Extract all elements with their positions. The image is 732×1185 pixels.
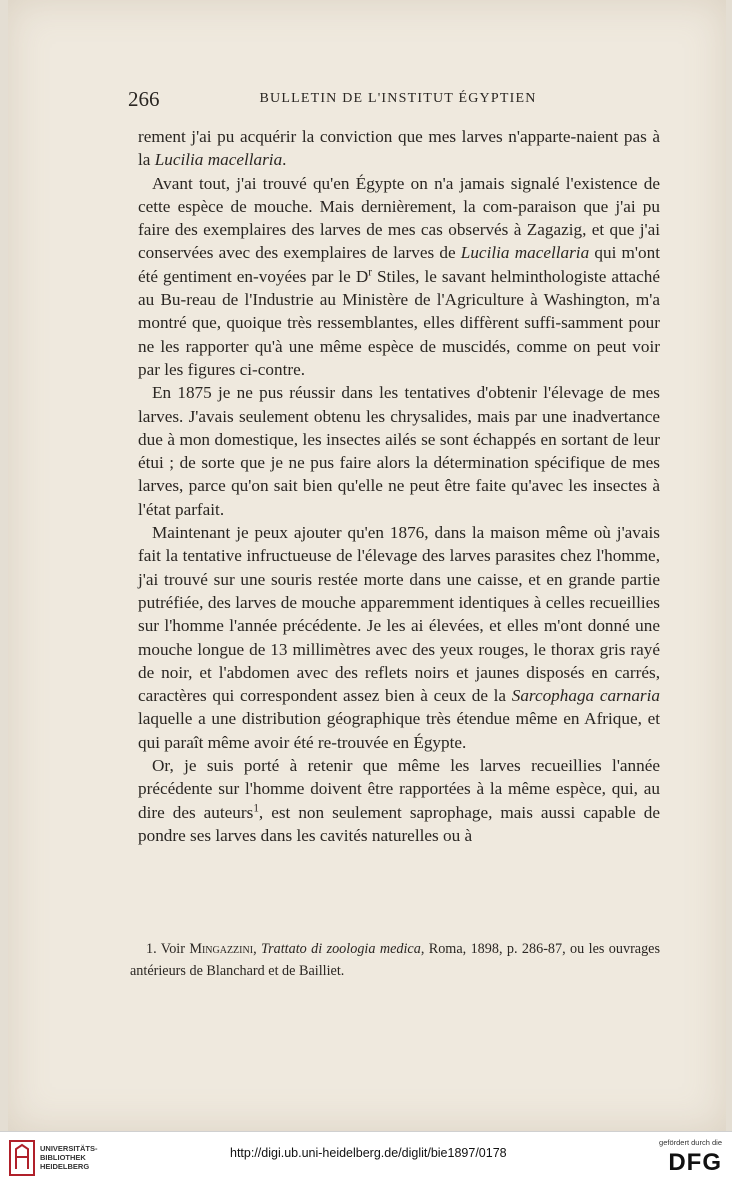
text-run: En 1875 je ne pus réussir dans les tentatives d'obtenir l'élevage de mes larves. J'avais seulement obtenu les chrysalides, mais par une inadvertance due à mon domestique, les insectes ailés se sont échappés en sortant de leur étui ; de sorte que je ne pus faire alors la détermination spécifique de mes larves, parce qu'on sait bien qu'elle ne peut être faite qu'avec les insectes à l'état parfait. bbox=[138, 383, 660, 519]
text-run: Lucilia macellaria bbox=[460, 243, 590, 263]
library-name-line: BIBLIOTHEK bbox=[40, 1153, 86, 1162]
text-run: Or, je suis porté à retenir que même les larves recueillies l'année précédente sur l'homme doivent être rapportées à la même espèce, qui, au dire des auteurs bbox=[138, 756, 660, 822]
paragraph bbox=[138, 125, 660, 172]
text-run: Avant tout, j'ai trouvé qu'en Égypte on n'a jamais signalé l'existence de cette espèce de mouche. Mais dernièrement, la com-paraison que j'ai pu faire des exemplaires des larves de mes cas observés à Zagazig, et que j'ai conservées avec des exemplaires de larves de bbox=[138, 173, 660, 263]
scanned-page bbox=[8, 0, 726, 1131]
dfg-logo: DFG bbox=[668, 1149, 722, 1176]
paragraph bbox=[138, 521, 660, 754]
text-run: , Roma, 1898, p. 286-87, ou les ouvrages antérieurs de Blanchard et de Bailliet. bbox=[130, 941, 661, 979]
library-name bbox=[40, 1144, 98, 1171]
running-head: BULLETIN DE L'INSTITUT ÉGYPTIEN bbox=[259, 91, 537, 106]
text-run: Stiles, le savant helminthologiste attaché au Bu-reau de l'Industrie au Ministère de l'Agriculture à Washington, m'a montré que, quoique très ressemblantes, elles diffèrent suffi-samment pour ne les rapporter qu'à une même espèce de muscidés, comme on peut voir par les figures ci-contre. bbox=[138, 266, 660, 379]
text-run: 1. Voir bbox=[146, 941, 190, 957]
heidelberg-library-logo-icon bbox=[8, 1139, 36, 1177]
text-run: r bbox=[368, 266, 372, 279]
text-run: , est non seulement saprophage, mais aussi capable de pondre ses larves dans les cavités naturelles ou à bbox=[138, 802, 661, 845]
text-run: . bbox=[282, 150, 287, 170]
library-name-line: HEIDELBERG bbox=[40, 1162, 90, 1171]
library-name-line: UNIVERSITÄTS- bbox=[40, 1144, 98, 1153]
page-number: 266 bbox=[128, 87, 160, 111]
footnote bbox=[130, 938, 660, 982]
paragraph bbox=[138, 172, 660, 382]
footnotes bbox=[130, 938, 660, 982]
digitization-footer bbox=[0, 1131, 732, 1185]
paragraph bbox=[138, 381, 660, 521]
body-text bbox=[138, 125, 660, 847]
text-run: qui m'ont été gentiment en-voyées par le D bbox=[138, 243, 660, 286]
text-run: Sarcophaga carnaria bbox=[511, 686, 660, 706]
text-run: Mingazzini bbox=[189, 941, 254, 957]
paragraph bbox=[138, 754, 660, 847]
text-run: 1 bbox=[253, 801, 259, 814]
page-header bbox=[128, 87, 668, 111]
permalink-url[interactable]: http://digi.ub.uni-heidelberg.de/diglit/bie1897/0178 bbox=[230, 1146, 507, 1160]
text-run: Lucilia macellaria bbox=[154, 150, 283, 170]
text-run: rement j'ai pu acquérir la conviction que mes larves n'apparte-naient pas à la bbox=[138, 127, 660, 170]
text-run: Maintenant je peux ajouter qu'en 1876, dans la maison même où j'avais fait la tentative infructueuse de l'élevage des larves parasites chez l'homme, j'ai trouvé sur une souris restée morte dans une caisse, et en grande partie putréfiée, des larves de mouche apparemment identiques à celles recueillies sur l'homme l'année précédente. Je les ai élevées, et elles m'ont donné une mouche longue de 13 millimètres avec des yeux rouges, le thorax gris rayé de noir, et l'abdomen avec des reflets noirs et jaunes disposés en carrés, caractères qui correspondent assez bien à ceux de la bbox=[138, 523, 660, 706]
text-run: Trattato di zoologia medica bbox=[261, 941, 421, 957]
funder-label: gefördert durch die bbox=[659, 1138, 722, 1147]
text-run: , bbox=[253, 941, 262, 957]
text-run: laquelle a une distribution géographique très étendue même en Afrique, et qui paraît même avoir été re-trouvée en Égypte. bbox=[138, 709, 660, 752]
